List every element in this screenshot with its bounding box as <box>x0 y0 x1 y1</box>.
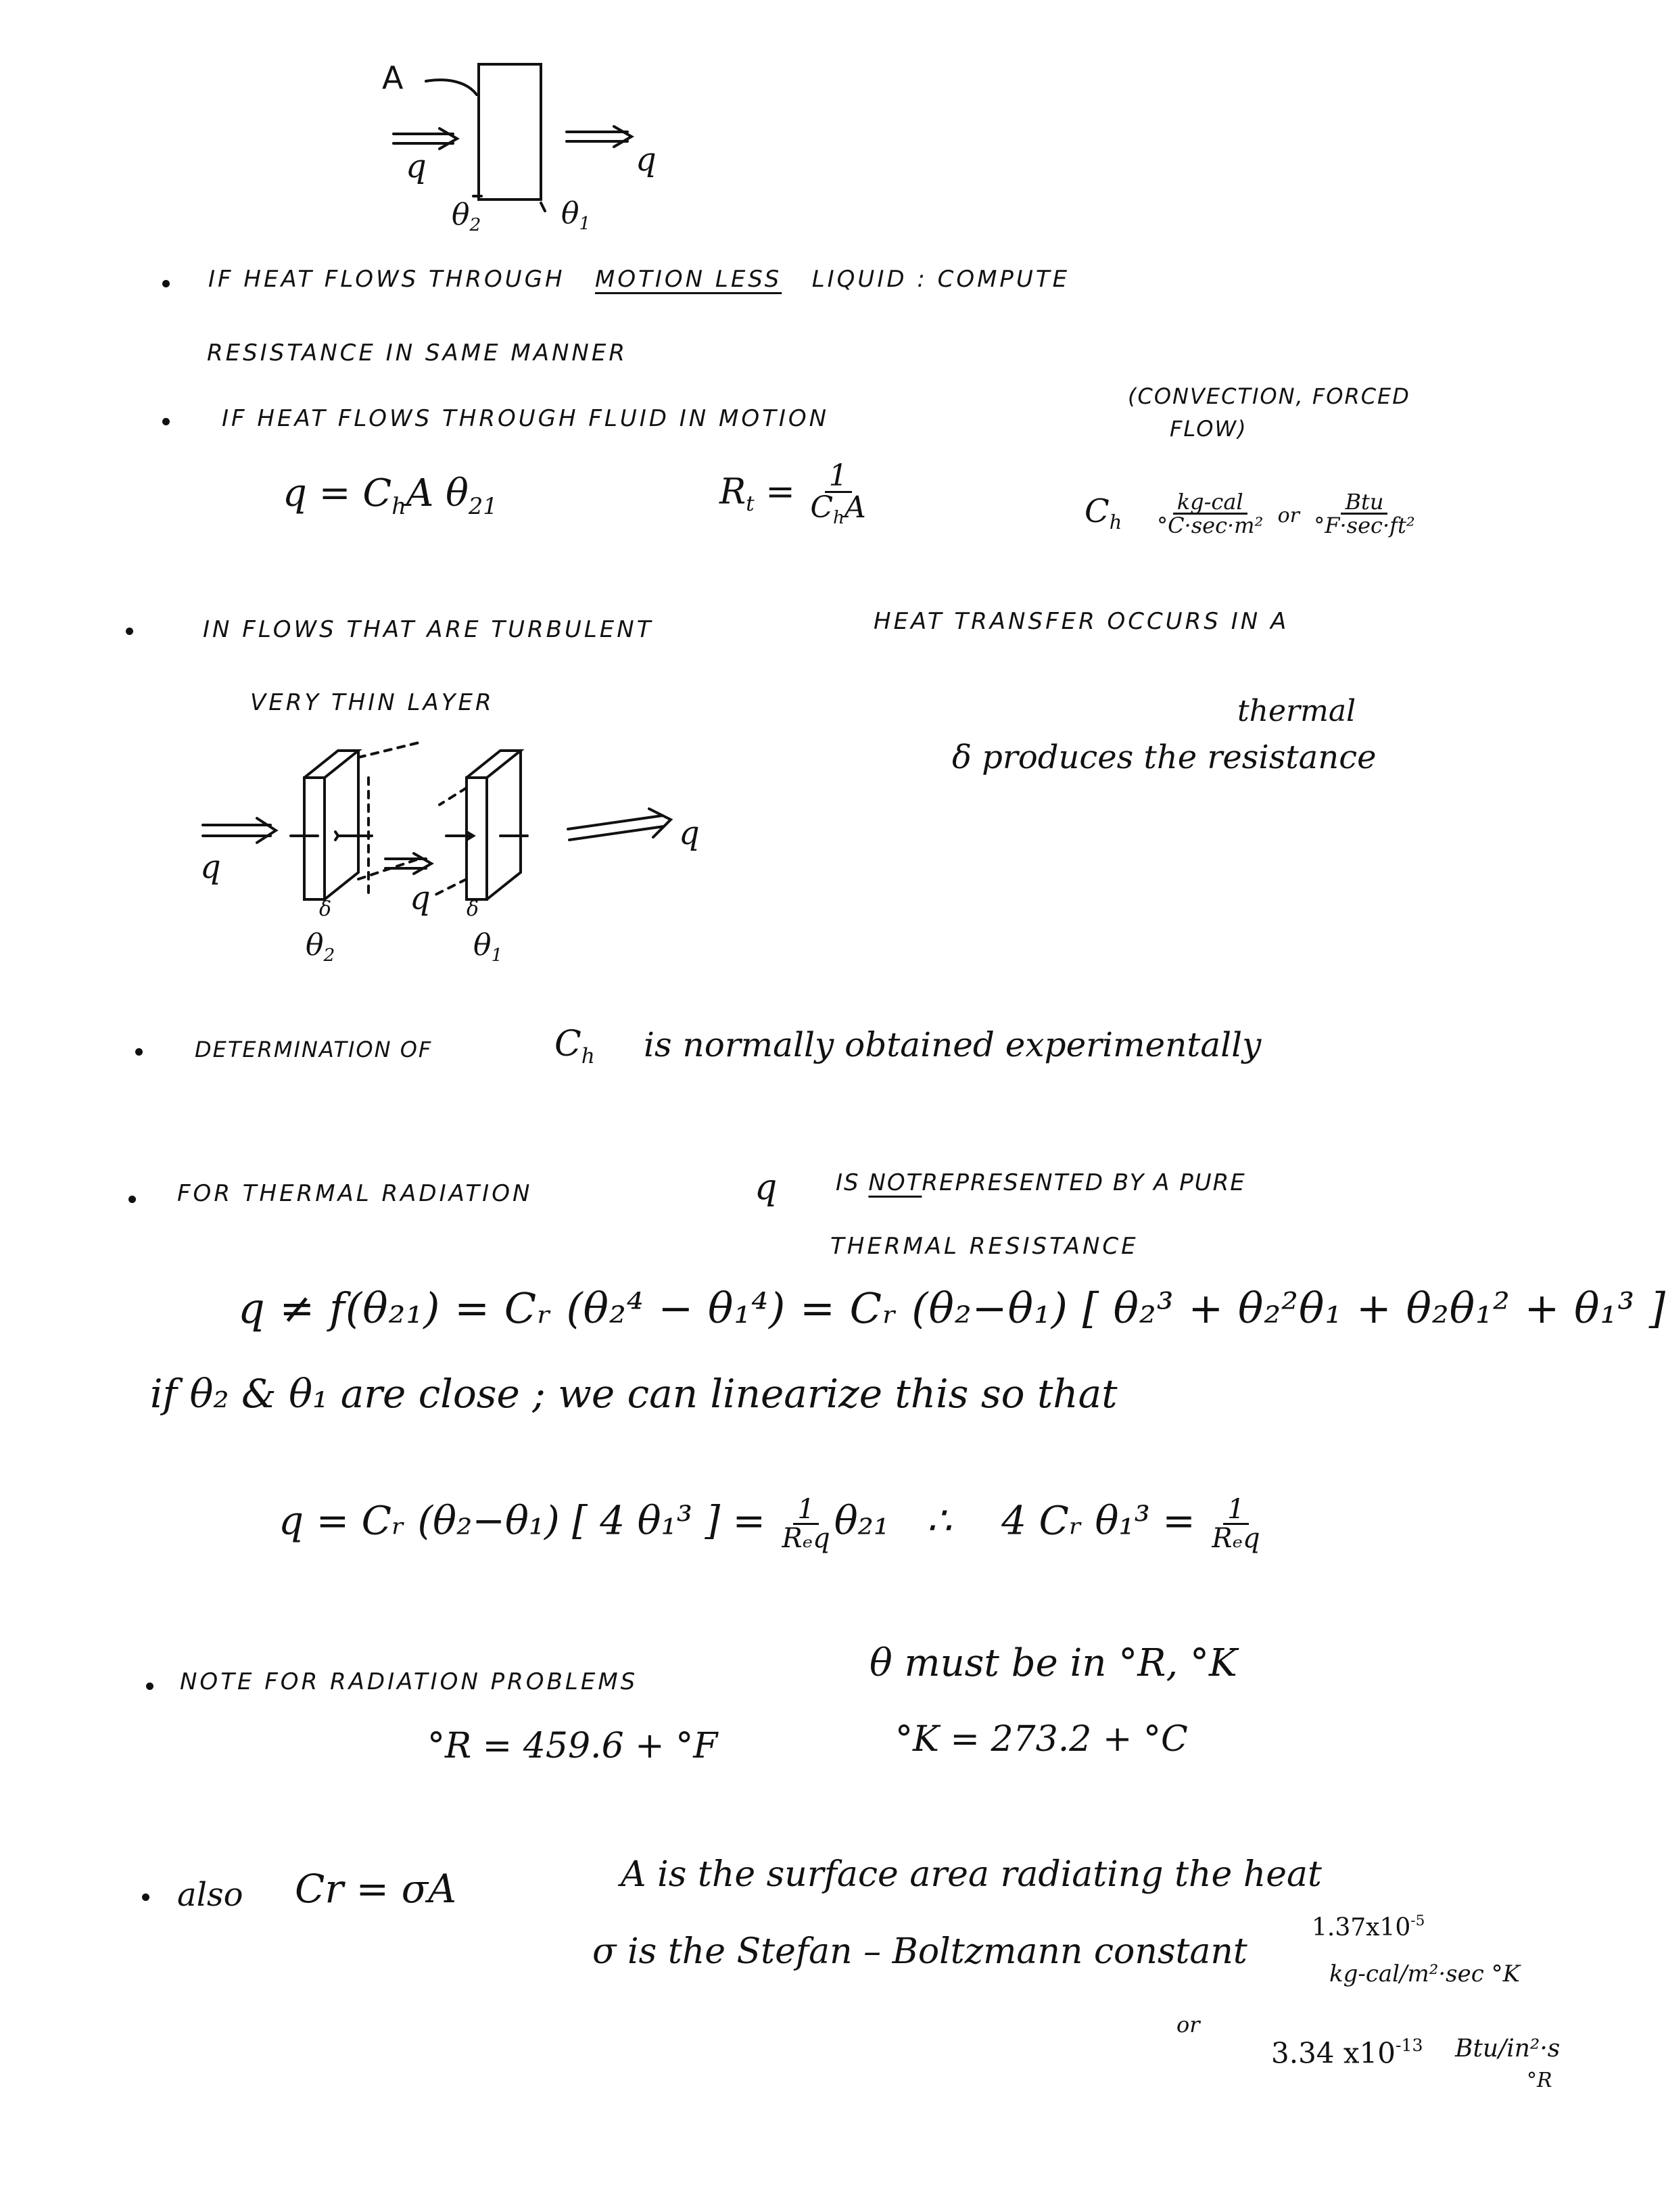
b6-b: θ must be in °R, °K <box>870 1641 1237 1685</box>
b7-b: Cr = σA <box>295 1866 457 1912</box>
label-theta1: $\theta_1$ <box>561 196 591 235</box>
b1-line2: RESISTANCE IN SAME MANNER <box>207 339 627 367</box>
label-theta2: $\theta_2$ <box>452 197 481 236</box>
b6-conv1: °R = 459.6 + °F <box>427 1726 718 1766</box>
b6-a: NOTE FOR RADIATION PROBLEMS <box>180 1668 638 1695</box>
label-area: A <box>382 60 404 96</box>
b7-or: or <box>1176 2012 1200 2038</box>
bullet-7 <box>142 1893 149 1901</box>
bullet-6 <box>146 1682 153 1690</box>
label-q-out: q <box>636 141 657 179</box>
arrow-mid <box>385 853 431 874</box>
fig2-q-mid: q <box>410 879 431 917</box>
b6-conv2: °K = 273.2 + °C <box>895 1719 1188 1760</box>
label-q-in: q <box>406 147 427 185</box>
b5-line1: IS NOTREPRESENTED BY A PURE <box>836 1169 1246 1196</box>
eq-rad-lin: q = Cᵣ (θ₂−θ₁) [ 4 θ₁³ ] = $\frac{1}{\text{Rₑq}}$ θ₂₁ ∴ 4 Cᵣ θ₁³ = $\frac{1}{\text{Rₑq}}$ <box>279 1494 1260 1554</box>
fig2-theta1: $\theta_1$ <box>473 928 503 966</box>
eq-conv-q: $q = C_hA$ $\theta_{21}$ <box>283 471 498 519</box>
b3-note-line1: thermal <box>1237 694 1356 728</box>
b3-note-line2: δ produces the resistance <box>952 738 1377 776</box>
b7-line1: A is the surface area radiating the heat <box>621 1854 1322 1895</box>
fig2-q-right: q <box>679 814 700 852</box>
b2-line1: IF HEAT FLOWS THROUGH FLUID IN MOTION <box>222 405 830 432</box>
fig2-q-left: q <box>200 848 221 886</box>
b5-a: FOR THERMAL RADIATION <box>177 1180 533 1207</box>
b1-line1: IF HEAT FLOWS THROUGH MOTION LESS LIQUID : COMPUTE <box>208 266 1070 293</box>
b7-val1: $1.37x10^{-5}$ <box>1312 1912 1425 1942</box>
bullet-4 <box>135 1048 143 1056</box>
eq-rad-main: q ≠ f(θ₂₁) = Cᵣ (θ₂⁴ − θ₁⁴) = Cᵣ (θ₂−θ₁) [ θ₂³ + θ₂²θ₁ + θ₂θ₁² + θ₁³ ] <box>238 1284 1666 1333</box>
b4-b: is normally obtained experimentally <box>644 1025 1262 1064</box>
b2-note-line2: FLOW) <box>1170 416 1247 442</box>
arrow-left <box>203 818 276 843</box>
eq-rad-if: if θ₂ & θ₁ are close ; we can linearize this so that <box>150 1371 1118 1417</box>
b3-line2: VERY THIN LAYER <box>250 689 494 716</box>
bullet-5 <box>128 1196 136 1203</box>
fig2-theta2: $\theta_2$ <box>306 928 335 966</box>
b7-a: also <box>177 1876 243 1914</box>
fig2-delta-right: δ <box>467 897 479 921</box>
b7-unit1: kg-cal/m²·sec °K <box>1329 1960 1520 1987</box>
b4-a: DETERMINATION OF <box>195 1037 433 1062</box>
b7-unit2-tail: °R <box>1527 2069 1552 2092</box>
b3-line1a: IN FLOWS THAT ARE TURBULENT <box>203 616 654 643</box>
b4-ch: $C_h$ <box>554 1024 595 1068</box>
b7-unit2: Btu/in²·s <box>1455 2035 1561 2063</box>
eq-conv-r: $R_t$ = $\frac{1}{C_hA}$ <box>719 458 866 529</box>
b2-note-line1: (CONVECTION, FORCED <box>1128 383 1410 409</box>
ch-units: $C_h$ $\frac{\text{kg-cal}}{\text{°C·sec·m²}}$ or $\frac{\text{Btu}}{\text{°F·sec·ft²}}$ <box>1085 489 1415 538</box>
b7-line2: σ is the Stefan – Boltzmann constant <box>592 1931 1247 1972</box>
fig2-delta-left: δ <box>319 897 332 921</box>
b3-line1b: HEAT TRANSFER OCCURS IN A <box>874 608 1289 635</box>
arrow-right <box>568 809 671 840</box>
b5-q: q <box>755 1167 778 1208</box>
b5-line2: THERMAL RESISTANCE <box>830 1233 1139 1260</box>
b7-val2: 3.34 $x10^{-13}$ <box>1271 2035 1423 2070</box>
